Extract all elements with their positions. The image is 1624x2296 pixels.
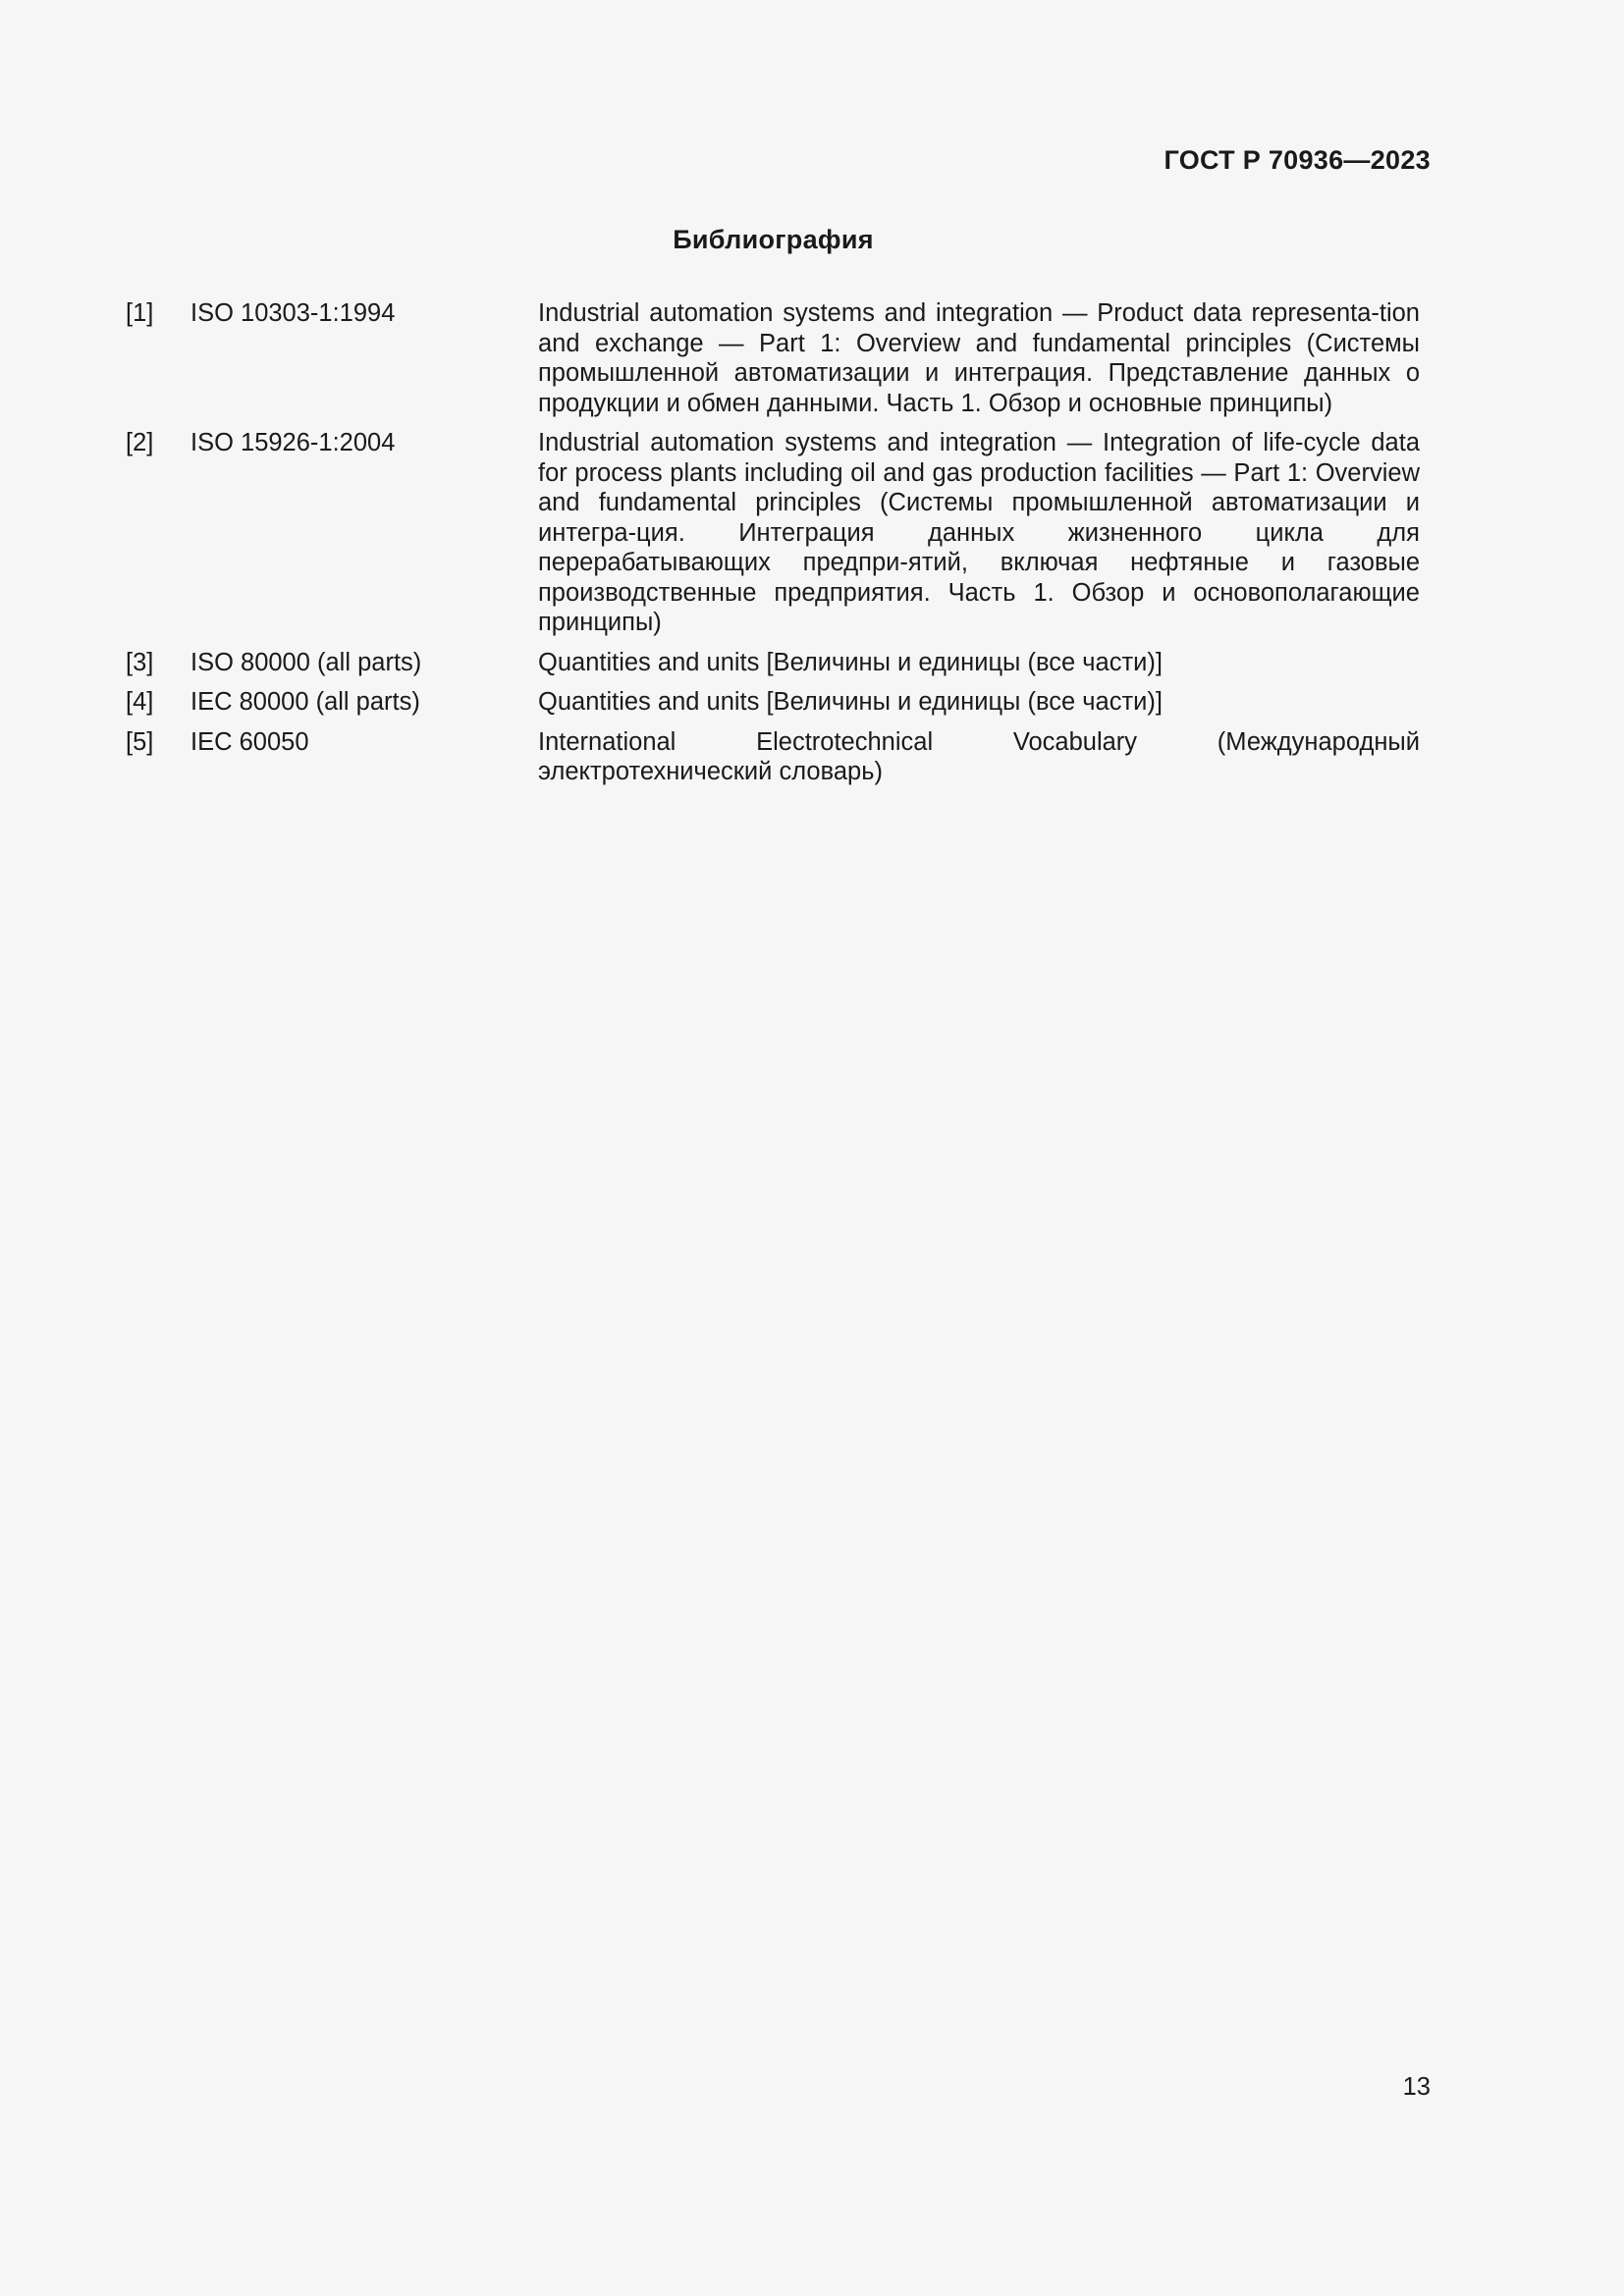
- reference-text: International Electrotechnical Vocabulary (Международный электротехнический словарь): [538, 727, 1420, 785]
- reference-text: Quantities and units [Величины и единицы (все части)]: [538, 648, 1163, 676]
- reference-text: Industrial automation systems and integration — Integration of life-cycle data for process plants including oil and gas production facilities — Part 1: Overview and fundamental principles (Системы промышленной автоматизации и интегра-ция. Интеграция данных жизненного цикла для перерабатывающих предпри-ятий, включая нефтяные и газовые производственные предприятия. Часть 1. Обзор и основополагающие принципы): [538, 429, 1420, 636]
- reference-number: [3]: [126, 648, 154, 676]
- document-id-header: ГОСТ Р 70936—2023: [1164, 145, 1431, 175]
- reference-number: [1]: [126, 299, 154, 327]
- section-title: Библиография: [673, 225, 874, 254]
- standard-code: ISO 10303-1:1994: [190, 299, 396, 327]
- standard-code: IEC 60050: [190, 727, 309, 756]
- bibliography-item: [126, 298, 1420, 418]
- bibliography-item: [126, 687, 1420, 718]
- reference-number: [2]: [126, 429, 154, 456]
- bibliography-list: [126, 298, 1420, 797]
- bibliography-item: [126, 727, 1420, 787]
- standard-code: ISO 80000 (all parts): [190, 648, 422, 676]
- reference-number: [4]: [126, 688, 154, 716]
- reference-text: Industrial automation systems and integration — Product data representa-tion and exchange — Part 1: Overview and fundamental principles (Системы промышленной автоматизации и интеграция. Представление данных о продукции и обмен данными. Часть 1. Обзор и основные принципы): [538, 299, 1420, 417]
- bibliography-item: [126, 428, 1420, 638]
- reference-text: Quantities and units [Величины и единицы (все части)]: [538, 688, 1163, 716]
- standard-code: IEC 80000 (all parts): [190, 688, 420, 716]
- bibliography-item: [126, 648, 1420, 678]
- reference-number: [5]: [126, 727, 154, 756]
- page-number: 13: [1402, 2073, 1431, 2101]
- standard-code: ISO 15926-1:2004: [190, 429, 396, 456]
